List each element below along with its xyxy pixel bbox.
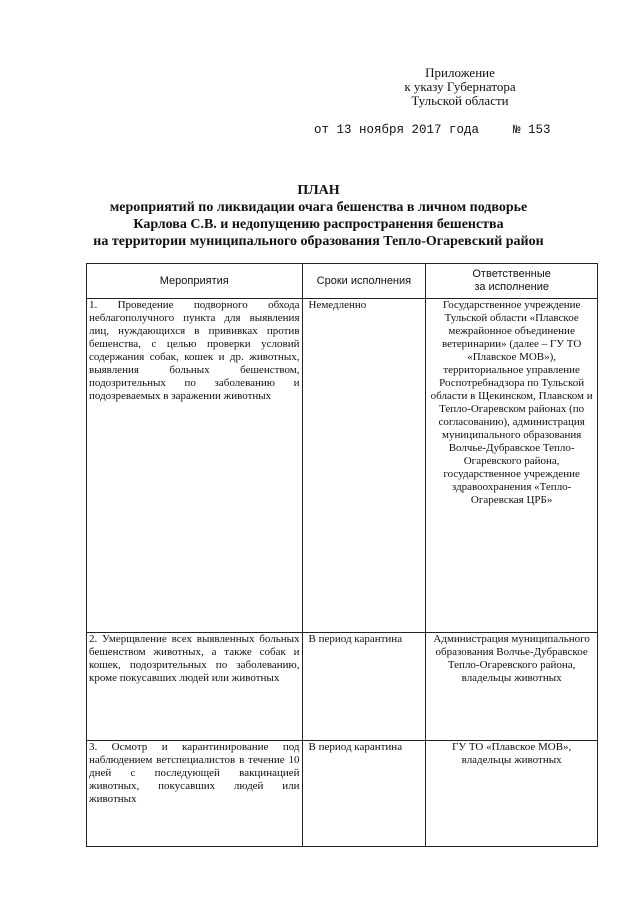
deadline-text: Немедленно [308, 299, 367, 311]
appendix-block [370, 66, 550, 108]
measure-text: 1. Проведение подворного обхода неблагополучного пункта для выявления лиц, нуждающихся в прививках против бешенства, с целью проверки условий содержания собак, кошек и др. животных, выявления больных бешенством, подозрительных по заболеванию и подозреваемых в заражении животных [89, 299, 300, 402]
plan-subtitle-line: на территории муниципального образования Тепло-Огаревский район [93, 234, 544, 249]
measure-text: 3. Осмотр и карантинирование под наблюдением ветспециалистов в течение 10 дней с последующей вакцинацией животных, покусавших людей или животных [89, 741, 300, 805]
table-header-row [87, 264, 598, 299]
appendix-line: Приложение [425, 65, 495, 80]
plan-title [0, 182, 637, 250]
table-row [87, 741, 598, 847]
responsible-text: Государственное учреждение Тульской области «Плавское межрайонное объединение ветеринарии» (далее – ГУ ТО «Плавское МОВ»), территориальное управление Роспотребнадзора по Тульской области в Щекинском, Плавском и Тепло-Огаревском районах (по согласованию), администрация муниципального образования Волчье-Дубравское Тепло-Огаревского района, государственное учреждение здравоохранения «Тепло-Огаревская ЦРБ» [430, 299, 593, 506]
decree-number: № 153 [513, 123, 551, 137]
decree-date-number [314, 123, 551, 137]
plan-subtitle-line: мероприятий по ликвидации очага бешенства в личном подворье [109, 200, 528, 215]
responsible-cell [426, 741, 598, 847]
plan-heading: ПЛАН [297, 183, 340, 198]
responsible-text: Администрация муниципального образования Волчье-Дубравское Тепло-Огаревского района, владельцы животных [433, 633, 590, 684]
header-responsible-line: Ответственные [472, 268, 551, 280]
appendix-line: Тульской области [411, 93, 509, 108]
measure-cell [87, 633, 303, 741]
decree-date: от 13 ноября 2017 года [314, 123, 480, 137]
plan-table [86, 263, 598, 847]
header-responsible-line: за исполнение [474, 281, 549, 293]
deadline-cell [302, 741, 426, 847]
appendix-line: к указу Губернатора [404, 79, 516, 94]
deadline-text: В период карантина [308, 741, 403, 753]
measure-cell [87, 299, 303, 633]
header-deadlines: Сроки исполнения [302, 264, 426, 299]
measure-cell [87, 741, 303, 847]
header-responsible [426, 264, 598, 299]
deadline-cell [302, 633, 426, 741]
plan-subtitle-line: Карлова С.В. и недопущению распространения бешенства [133, 217, 504, 232]
table-row [87, 633, 598, 741]
responsible-cell [426, 633, 598, 741]
responsible-cell [426, 299, 598, 633]
measure-text: 2. Умерщвление всех выявленных больных бешенством животных, а также собак и кошек, подозрительных по заболеванию, кроме покусавших людей или животных [89, 633, 300, 684]
table-row [87, 299, 598, 633]
header-measures: Мероприятия [87, 264, 303, 299]
responsible-text: ГУ ТО «Плавское МОВ», владельцы животных [451, 741, 572, 766]
deadline-text: В период карантина [308, 633, 403, 645]
deadline-cell [302, 299, 426, 633]
